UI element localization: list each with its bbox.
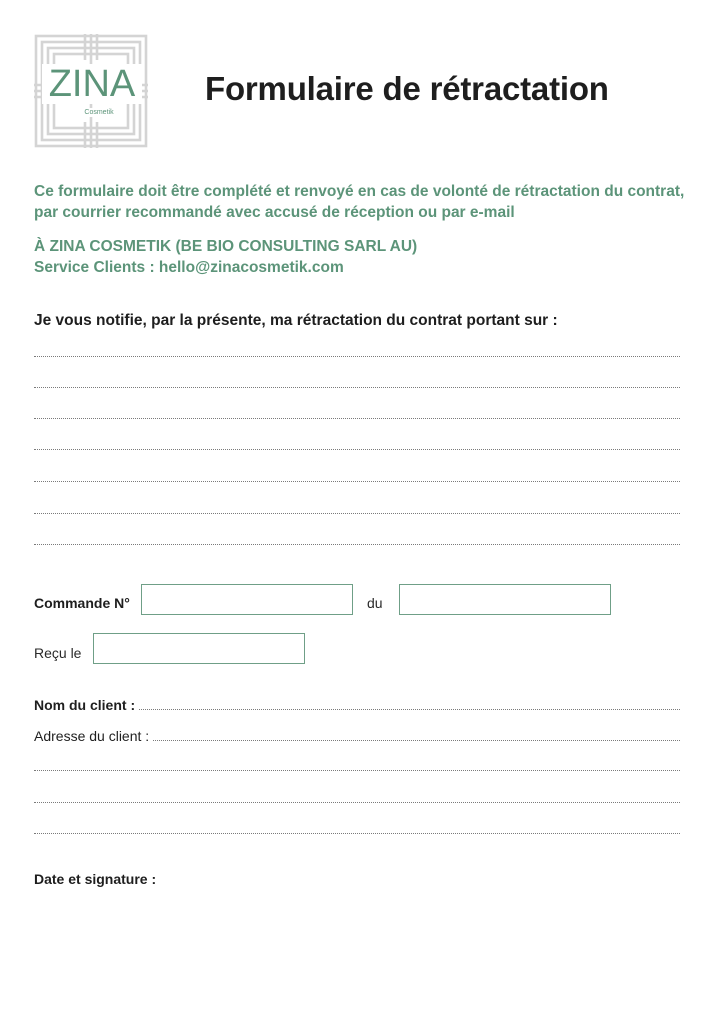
client-address-line[interactable] — [153, 740, 680, 741]
contract-line-4[interactable] — [34, 449, 680, 450]
signature-label: Date et signature : — [34, 871, 157, 887]
client-name-label: Nom du client : — [34, 697, 136, 713]
client-address-row[interactable] — [34, 728, 680, 744]
client-name-line[interactable] — [139, 709, 680, 710]
logo-name: ZINA — [42, 64, 142, 104]
contract-line-5[interactable] — [34, 481, 680, 482]
contract-line-3[interactable] — [34, 418, 680, 419]
contract-line-1[interactable] — [34, 356, 680, 357]
order-number-input[interactable] — [141, 584, 353, 615]
contract-line-6[interactable] — [34, 513, 680, 514]
contract-line-7[interactable] — [34, 544, 680, 545]
received-label: Reçu le — [34, 645, 82, 661]
notice-text: Je vous notifie, par la présente, ma rétractation du contrat portant sur : — [34, 312, 558, 329]
client-address-line-4[interactable] — [34, 833, 680, 834]
recipient-address — [34, 236, 694, 278]
received-date-input[interactable] — [93, 633, 305, 664]
logo-subtitle: Cosmetik — [74, 108, 124, 117]
intro-text: Ce formulaire doit être complété et renvoyé en cas de volonté de rétractation du contrat, par courrier recommandé avec accusé de réception ou par e-mail — [34, 183, 685, 221]
recipient-line-service: Service Clients : hello@zinacosmetik.com — [34, 259, 344, 276]
client-address-line-2[interactable] — [34, 770, 680, 771]
contract-line-2[interactable] — [34, 387, 680, 388]
order-date-input[interactable] — [399, 584, 611, 615]
recipient-line-company: À ZINA COSMETIK (BE BIO CONSULTING SARL AU) — [34, 238, 418, 255]
order-date-label: du — [367, 595, 383, 611]
order-number-label: Commande N° — [34, 595, 130, 611]
page-title: Formulaire de rétractation — [205, 70, 609, 107]
client-address-line-3[interactable] — [34, 802, 680, 803]
client-name-row[interactable] — [34, 697, 680, 713]
client-address-label: Adresse du client : — [34, 728, 150, 744]
zina-logo — [34, 34, 148, 148]
